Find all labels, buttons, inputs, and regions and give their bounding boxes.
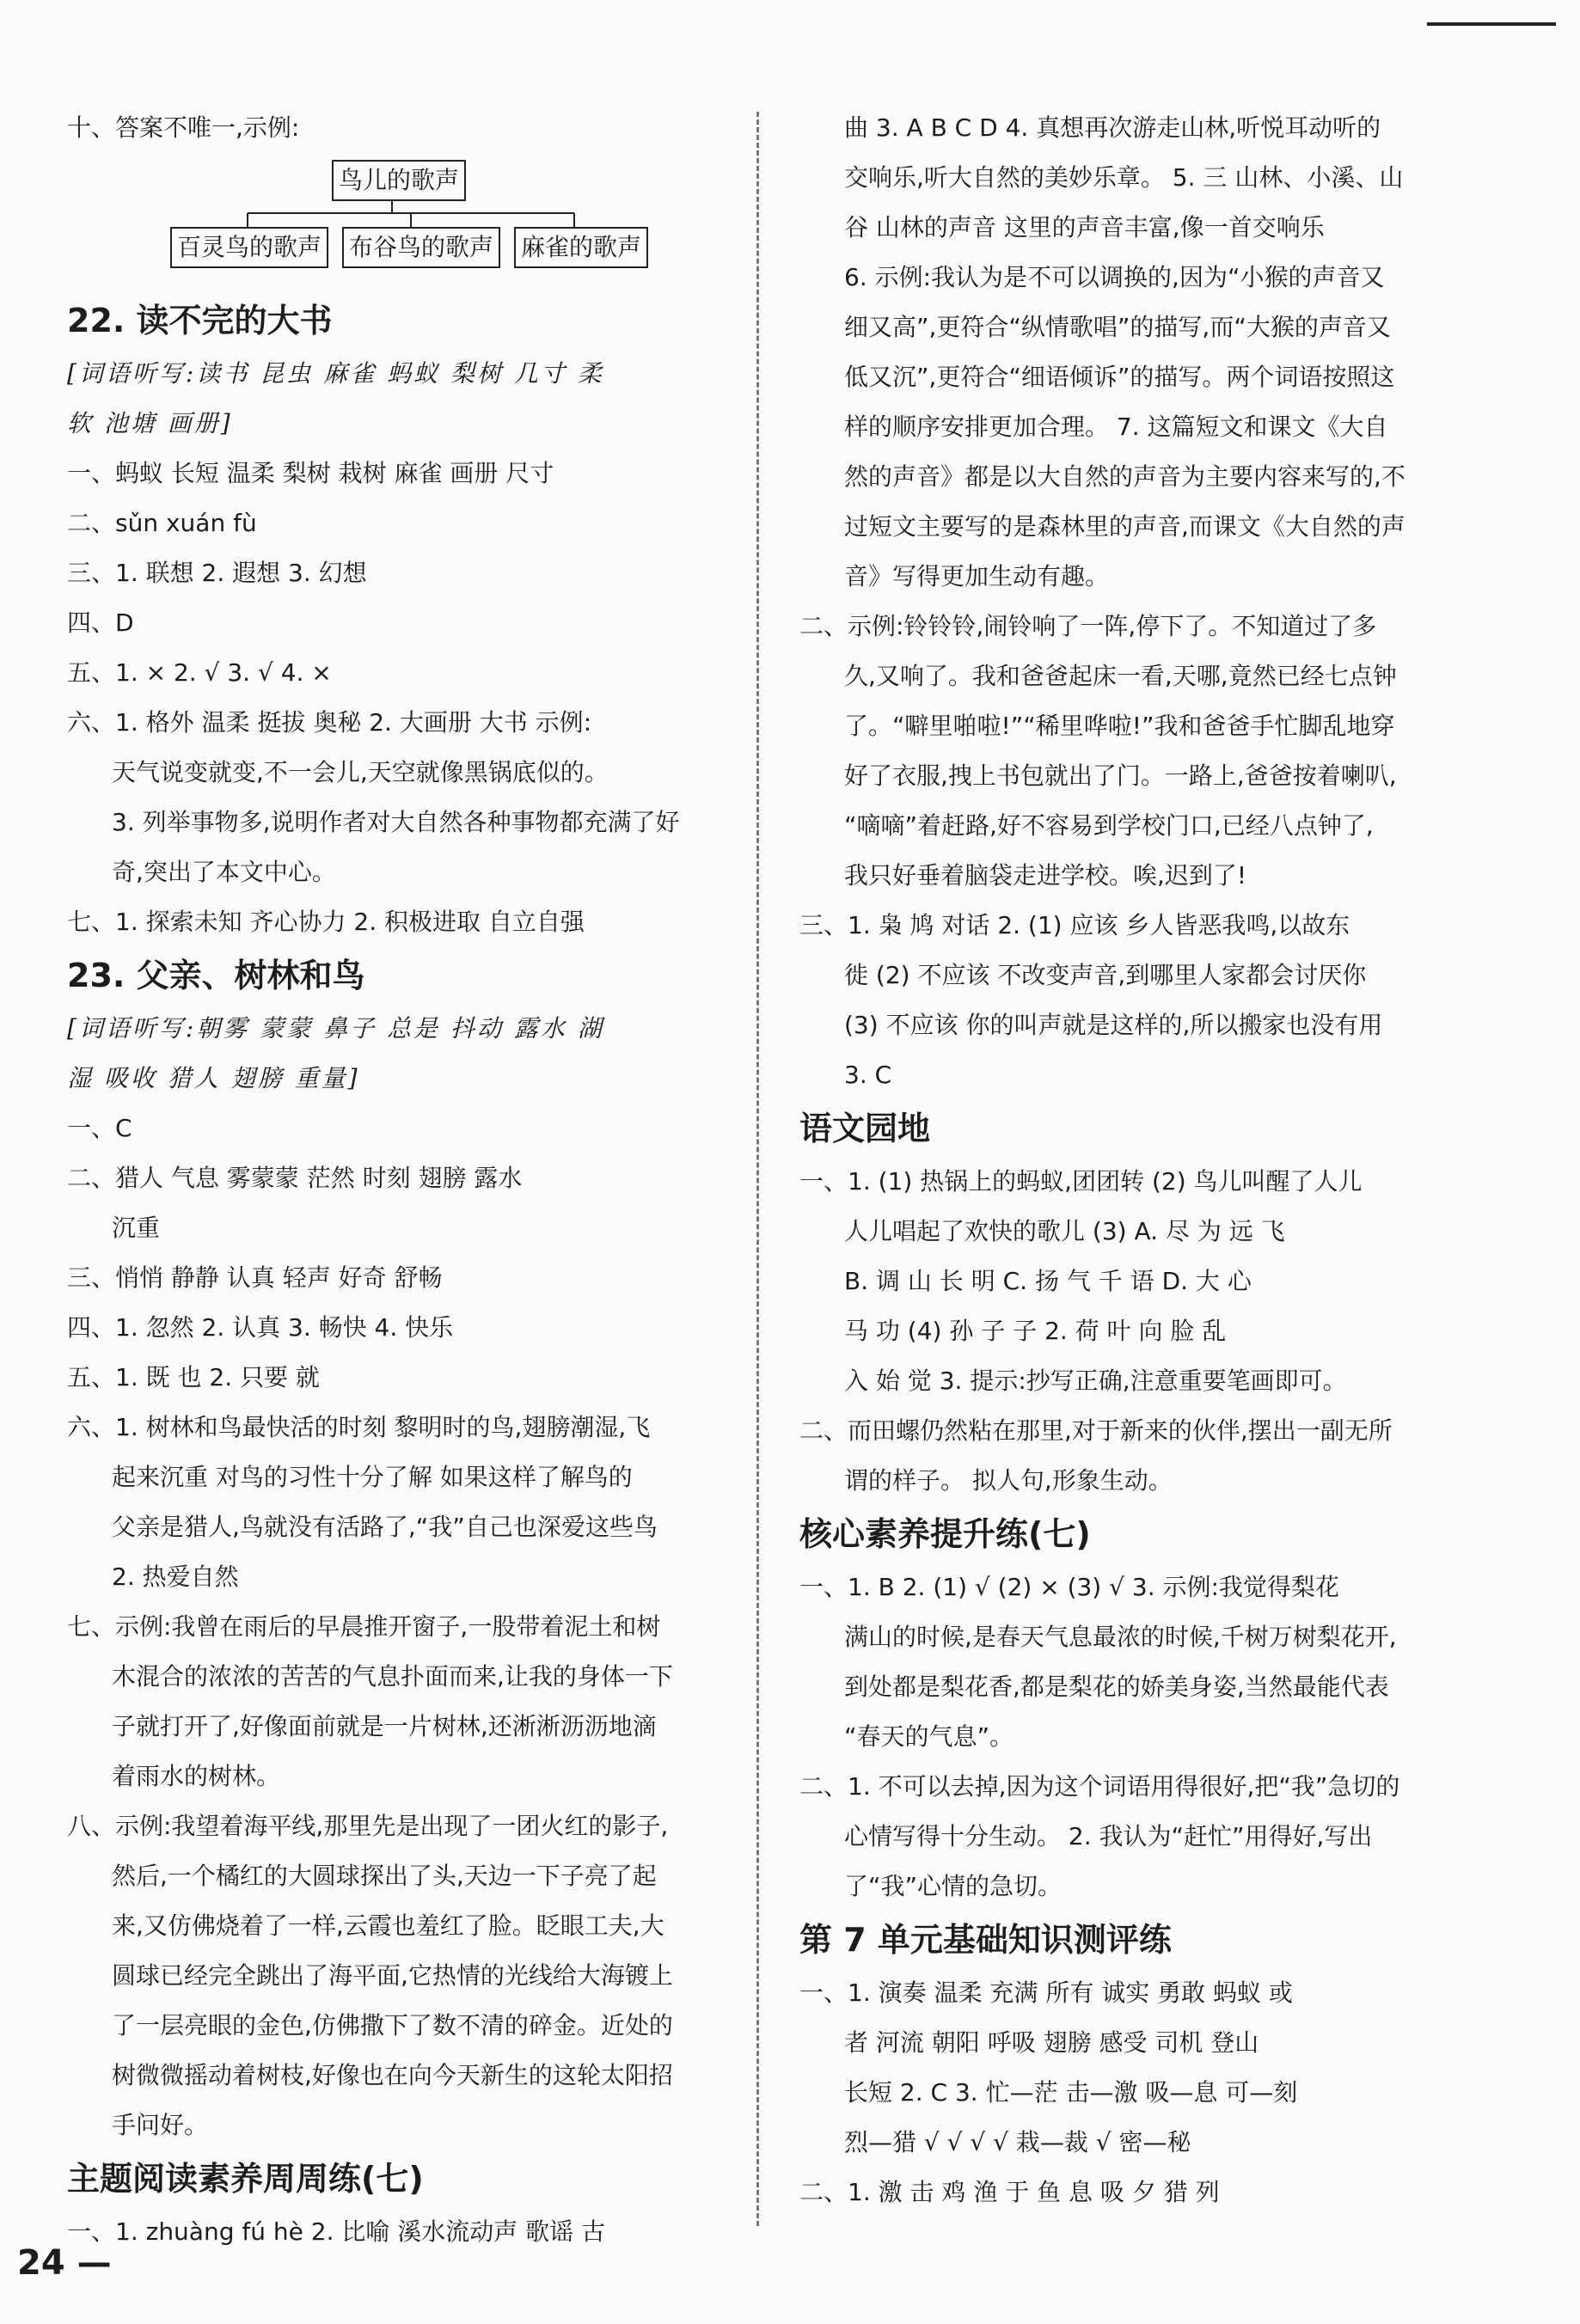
answer-line: 到处都是梨花香,都是梨花的娇美身姿,当然最能代表: [844, 1673, 1389, 1701]
answer-line: “春天的气息”。: [844, 1722, 1014, 1751]
section-heading-weekly: 主题阅读素养周周练(七): [67, 2160, 424, 2198]
vocab-line: [词语听写:读书 昆虫 麻雀 蚂蚁 梨树 几寸 柔: [67, 359, 604, 388]
column-divider: [756, 112, 759, 2226]
answer-line: 四、D: [67, 609, 134, 637]
answer-line: 然的声音》都是以大自然的声音为主要内容来写的,不: [844, 462, 1405, 491]
tree-child-1: 百灵鸟的歌声: [170, 227, 328, 268]
answer-line: 二、示例:铃铃铃,闹铃响了一阵,停下了。不知道过了多: [799, 612, 1377, 640]
answer-line: 低又沉”,更符合“细语倾诉”的描写。两个词语按照这: [844, 363, 1395, 391]
vocab-line: 湿 吸收 猎人 翅膀 重量]: [67, 1064, 360, 1092]
section-heading-yuandi: 语文园地: [799, 1110, 931, 1147]
left-column: [67, 103, 729, 2257]
answer-line: 三、悄悄 静静 认真 轻声 好奇 舒畅: [67, 1263, 443, 1292]
answer-line: 子就打开了,好像面前就是一片树林,还淅淅沥沥地滴: [112, 1712, 657, 1740]
answer-line: 久,又响了。我和爸爸起床一看,天哪,竟然已经七点钟: [844, 662, 1397, 690]
vocab-line: 软 池塘 画册]: [67, 409, 233, 437]
answer-line: 二、1. 激 击 鸡 渔 于 鱼 息 吸 夕 猎 列: [799, 2178, 1220, 2206]
right-column: [799, 103, 1461, 2217]
answer-line: 沉重: [112, 1214, 161, 1242]
section-heading-23: 23. 父亲、树林和鸟: [67, 957, 365, 994]
answer-line: 十、答案不唯一,示例:: [67, 113, 300, 142]
answer-line: 烈—猎 √ √ √ √ 栽—裁 √ 密—秘: [844, 2128, 1191, 2156]
answer-line: 满山的时候,是春天气息最浓的时候,千树万树梨花开,: [844, 1623, 1397, 1651]
section-heading-core: 核心素养提升练(七): [799, 1515, 1091, 1553]
answer-line: 起来沉重 对鸟的习性十分了解 如果这样了解鸟的: [112, 1463, 633, 1491]
answer-line: 七、示例:我曾在雨后的早晨推开窗子,一股带着泥土和树: [67, 1612, 661, 1641]
answer-line: 来,又仿佛烧着了一样,云霞也羞红了脸。眨眼工夫,大: [112, 1911, 664, 1940]
answer-line: 样的顺序安排更加合理。 7. 这篇短文和课文《大自: [844, 413, 1388, 441]
answer-line: 了一层亮眼的金色,仿佛撒下了数不清的碎金。近处的: [112, 2011, 673, 2040]
answer-line: 一、C: [67, 1114, 132, 1142]
answer-line: 谓的样子。 拟人句,形象生动。: [844, 1466, 1173, 1495]
answer-line: 四、1. 忽然 2. 认真 3. 畅快 4. 快乐: [67, 1313, 454, 1342]
answer-line: 圆球已经完全跳出了海平面,它热情的光线给大海镀上: [112, 1961, 673, 1990]
answer-line: 二、sǔn xuán fù: [67, 509, 257, 537]
answer-line: 三、1. 联想 2. 遐想 3. 幻想: [67, 559, 367, 587]
answer-line: 五、1. × 2. √ 3. √ 4. ×: [67, 658, 332, 687]
answer-line: 二、1. 不可以去掉,因为这个词语用得很好,把“我”急切的: [799, 1772, 1400, 1801]
answer-line: 人儿唱起了欢快的歌儿 (3) A. 尽 为 远 飞: [844, 1217, 1285, 1245]
answer-line: 七、1. 探索未知 齐心协力 2. 积极进取 自立自强: [67, 908, 585, 936]
answer-line: 了。“噼里啪啦!”“稀里哗啦!”我和爸爸手忙脚乱地穿: [844, 712, 1395, 740]
answer-line: 者 河流 朝阳 呼吸 翅膀 感受 司机 登山: [844, 2028, 1259, 2057]
answer-line: 了“我”心情的急切。: [844, 1872, 1063, 1900]
tree-child-2: 布谷鸟的歌声: [342, 227, 500, 268]
answer-line: 二、而田螺仍然粘在那里,对于新来的伙伴,摆出一副无所: [799, 1416, 1393, 1445]
answer-line: 好了衣服,拽上书包就出了门。一路上,爸爸按着喇叭,: [844, 761, 1397, 790]
answer-line: 一、蚂蚁 长短 温柔 梨树 栽树 麻雀 画册 尺寸: [67, 459, 554, 487]
answer-line: 谷 山林的声音 这里的声音丰富,像一首交响乐: [844, 213, 1325, 242]
answer-line: 三、1. 枭 鸠 对话 2. (1) 应该 乡人皆恶我鸣,以故东: [799, 911, 1350, 939]
answer-line: 八、示例:我望着海平线,那里先是出现了一团火红的影子,: [67, 1812, 669, 1840]
section-heading-22: 22. 读不完的大书: [67, 302, 333, 339]
answer-line: 3. 列举事物多,说明作者对大自然各种事物都充满了好: [112, 808, 680, 836]
answer-line: 六、1. 树林和鸟最快活的时刻 黎明时的鸟,翅膀潮湿,飞: [67, 1413, 651, 1441]
answer-line: 然后,一个橘红的大圆球探出了头,天边一下子亮了起: [112, 1862, 657, 1890]
answer-line: 6. 示例:我认为是不可以调换的,因为“小猴的声音又: [844, 263, 1385, 291]
answer-line: 二、猎人 气息 雾蒙蒙 茫然 时刻 翅膀 露水: [67, 1164, 523, 1192]
answer-line: (3) 不应该 你的叫声就是这样的,所以搬家也没有用: [844, 1011, 1383, 1039]
answer-line: 六、1. 格外 温柔 挺拔 奥秘 2. 大画册 大书 示例:: [67, 708, 592, 737]
answer-line: 一、1. 演奏 温柔 充满 所有 诚实 勇敢 蚂蚁 或: [799, 1978, 1293, 2007]
answer-line: 长短 2. C 3. 忙—茫 击—激 吸—息 可—刻: [844, 2078, 1298, 2107]
answer-line: 过短文主要写的是森林里的声音,而课文《大自然的声: [844, 512, 1405, 541]
answer-line: “嘀嘀”着赶路,好不容易到学校门口,已经八点钟了,: [844, 811, 1374, 840]
answer-line: 入 始 觉 3. 提示:抄写正确,注意重要笔画即可。: [844, 1367, 1347, 1395]
answer-line: 马 功 (4) 孙 子 子 2. 荷 叶 向 脸 乱: [844, 1317, 1227, 1345]
answer-line: 手问好。: [112, 2111, 209, 2139]
answer-line: 心情写得十分生动。 2. 我认为“赶忙”用得好,写出: [844, 1822, 1373, 1850]
section-heading-unit7: 第 7 单元基础知识测评练: [799, 1921, 1172, 1959]
answer-line: 父亲是猎人,鸟就没有活路了,“我”自己也深爱这些鸟: [112, 1513, 658, 1541]
tree-root: 鸟儿的歌声: [332, 160, 466, 201]
answer-line: 音》写得更加生动有趣。: [844, 562, 1110, 590]
answer-line: 着雨水的树林。: [112, 1762, 281, 1790]
answer-line: 3. C: [844, 1061, 892, 1089]
answer-line: 一、1. (1) 热锅上的蚂蚁,团团转 (2) 鸟儿叫醒了人儿: [799, 1167, 1363, 1196]
answer-line: 曲 3. A B C D 4. 真想再次游走山林,听悦耳动听的: [844, 113, 1381, 142]
tree-child-3: 麻雀的歌声: [514, 227, 648, 268]
answer-line: 交响乐,听大自然的美妙乐章。 5. 三 山林、小溪、山: [844, 163, 1404, 192]
answer-line: 徙 (2) 不应该 不改变声音,到哪里人家都会讨厌你: [844, 961, 1367, 989]
answer-line: 一、1. B 2. (1) √ (2) × (3) √ 3. 示例:我觉得梨花: [799, 1573, 1339, 1601]
answer-line: 细又高”,更符合“纵情歌唱”的描写,而“大猴的声音又: [844, 313, 1391, 341]
answer-line: 奇,突出了本文中心。: [112, 858, 336, 886]
vocab-line: [词语听写:朝雾 蒙蒙 鼻子 总是 抖动 露水 湖: [67, 1014, 604, 1043]
answer-line: 我只好垂着脑袋走进学校。唉,迟到了!: [844, 861, 1247, 890]
answer-line: 五、1. 既 也 2. 只要 就: [67, 1363, 320, 1391]
answer-line: 木混合的浓浓的苦苦的气息扑面而来,让我的身体一下: [112, 1662, 673, 1691]
answer-line: 天气说变就变,不一会儿,天空就像黑锅底似的。: [112, 758, 609, 786]
answer-line: 一、1. zhuàng fú hè 2. 比喻 溪水流动声 歌谣 古: [67, 2217, 606, 2246]
answer-line: 树微微摇动着树枝,好像也在向今天新生的这轮太阳招: [112, 2061, 673, 2089]
page-number: 24 —: [17, 2243, 112, 2283]
answer-line: B. 调 山 长 明 C. 扬 气 千 语 D. 大 心: [844, 1267, 1252, 1295]
top-rule: [1427, 22, 1556, 26]
bird-song-tree-diagram: [67, 160, 729, 289]
answer-line: 2. 热爱自然: [112, 1563, 239, 1591]
